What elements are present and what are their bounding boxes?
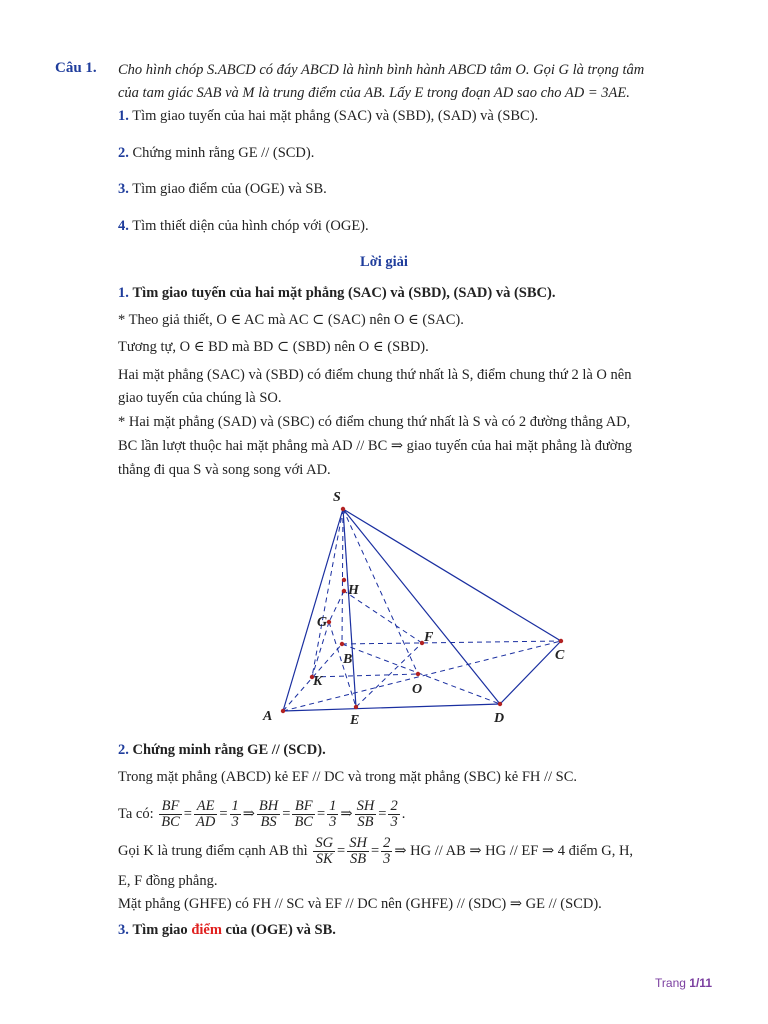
point-label-F: F — [424, 630, 434, 645]
pyramid-figure — [0, 484, 768, 744]
edge-SB — [342, 509, 343, 644]
point-label-O: O — [412, 682, 423, 697]
part1-line3a: Hai mặt phẳng (SAC) và (SBD) có điểm chung thứ nhất là S, điểm chung thứ 2 là O nên — [118, 367, 632, 383]
point-label-K: K — [313, 674, 323, 689]
question-item-1: 1. Tìm giao tuyến của hai mặt phẳng (SAC) và (SBD), (SAD) và (SBC). — [118, 108, 539, 124]
part2-line4: E, F đồng phẳng. — [118, 873, 218, 889]
point-label-E: E — [350, 713, 360, 728]
question-intro-line1: Cho hình chóp S.ABCD có đáy ABCD là hình bình hành ABCD tâm O. Gọi G là trọng tâm — [118, 62, 645, 78]
question-item-4: 4. Tìm thiết diện của hình chóp với (OGE). — [118, 218, 369, 234]
question-item-3: 3. Tìm giao điểm của (OGE) và SB. — [118, 181, 327, 197]
segment-SE — [343, 509, 356, 707]
point-label-S: S — [333, 490, 341, 505]
segment-EF — [356, 643, 422, 707]
question-label: Câu 1. — [55, 60, 97, 76]
part2-heading: 2. Chứng minh rằng GE // (SCD). — [118, 742, 326, 758]
part1-line2: Tương tự, O ∈ BD mà BD ⊂ (SBD) nên O ∈ (SBD). — [118, 339, 429, 355]
point-label-H: H — [348, 583, 359, 598]
part2-line3: Gọi K là trung điểm cạnh AB thì $\frac{SG}{SK}$ = $\frac{SH}{SB}$ = $\frac{2}{3}$ ⇒ HG // AB ⇒ HG // EF ⇒ 4 điểm G, H, — [118, 835, 634, 868]
point-label-C: C — [555, 648, 565, 663]
edge-SC — [343, 509, 561, 641]
part2-line1: Trong mặt phẳng (ABCD) kẻ EF // DC và trong mặt phẳng (SBC) kẻ FH // SC. — [118, 769, 578, 785]
segment-FH — [344, 591, 422, 643]
part1-line4b: BC lần lượt thuộc hai mặt phẳng mà AD // BC ⇒ giao tuyến của hai mặt phẳng là đường — [118, 438, 632, 454]
part1-heading: 1. Tìm giao tuyến của hai mặt phẳng (SAC) và (SBD), (SAD) và (SBC). — [118, 285, 556, 301]
part2-ratios: Ta có: $\frac{BF}{BC}$ = $\frac{AE}{AD}$ = $\frac{1}{3}$ ⇒ $\frac{BH}{BS}$ = $\frac{BF}{BC}$ = $\frac{1}{3}$ ⇒ $\frac{SH}{SB}$ = $\frac{2}{3}$ . — [118, 798, 406, 831]
point-label-A: A — [263, 709, 273, 724]
segment-KO — [312, 674, 418, 677]
part2-line5: Mặt phẳng (GHFE) có FH // SC và EF // DC nên (GHFE) // (SDC) ⇒ GE // (SCD). — [118, 896, 602, 912]
question-intro-line2: của tam giác SAB và M là trung điểm của AB. Lấy E trong đoạn AD sao cho AD = 3AE. — [118, 85, 630, 101]
part3-heading: 3. Tìm giao điểm của (OGE) và SB. — [118, 922, 336, 938]
solution-title: Lời giải — [360, 254, 408, 270]
part1-line4a: * Hai mặt phẳng (SAD) và (SBC) có điểm chung thứ nhất là S và có 2 đường thẳng AD, — [118, 414, 631, 430]
edge-AD — [283, 704, 500, 711]
part1-line1: * Theo giả thiết, O ∈ AC mà AC ⊂ (SAC) nên O ∈ (SAC). — [118, 312, 464, 328]
diag-AC — [283, 641, 561, 711]
point-label-D: D — [494, 711, 505, 726]
point-label-B: B — [343, 652, 353, 667]
page-footer: Trang 1/11 — [655, 976, 712, 990]
edge-DC — [500, 641, 561, 704]
part1-line3b: giao tuyến của chúng là SO. — [118, 390, 282, 406]
point-label-G: G — [317, 615, 328, 630]
part1-line4c: thẳng đi qua S và song song với AD. — [118, 462, 331, 478]
question-item-2: 2. Chứng minh rằng GE // (SCD). — [118, 145, 315, 161]
